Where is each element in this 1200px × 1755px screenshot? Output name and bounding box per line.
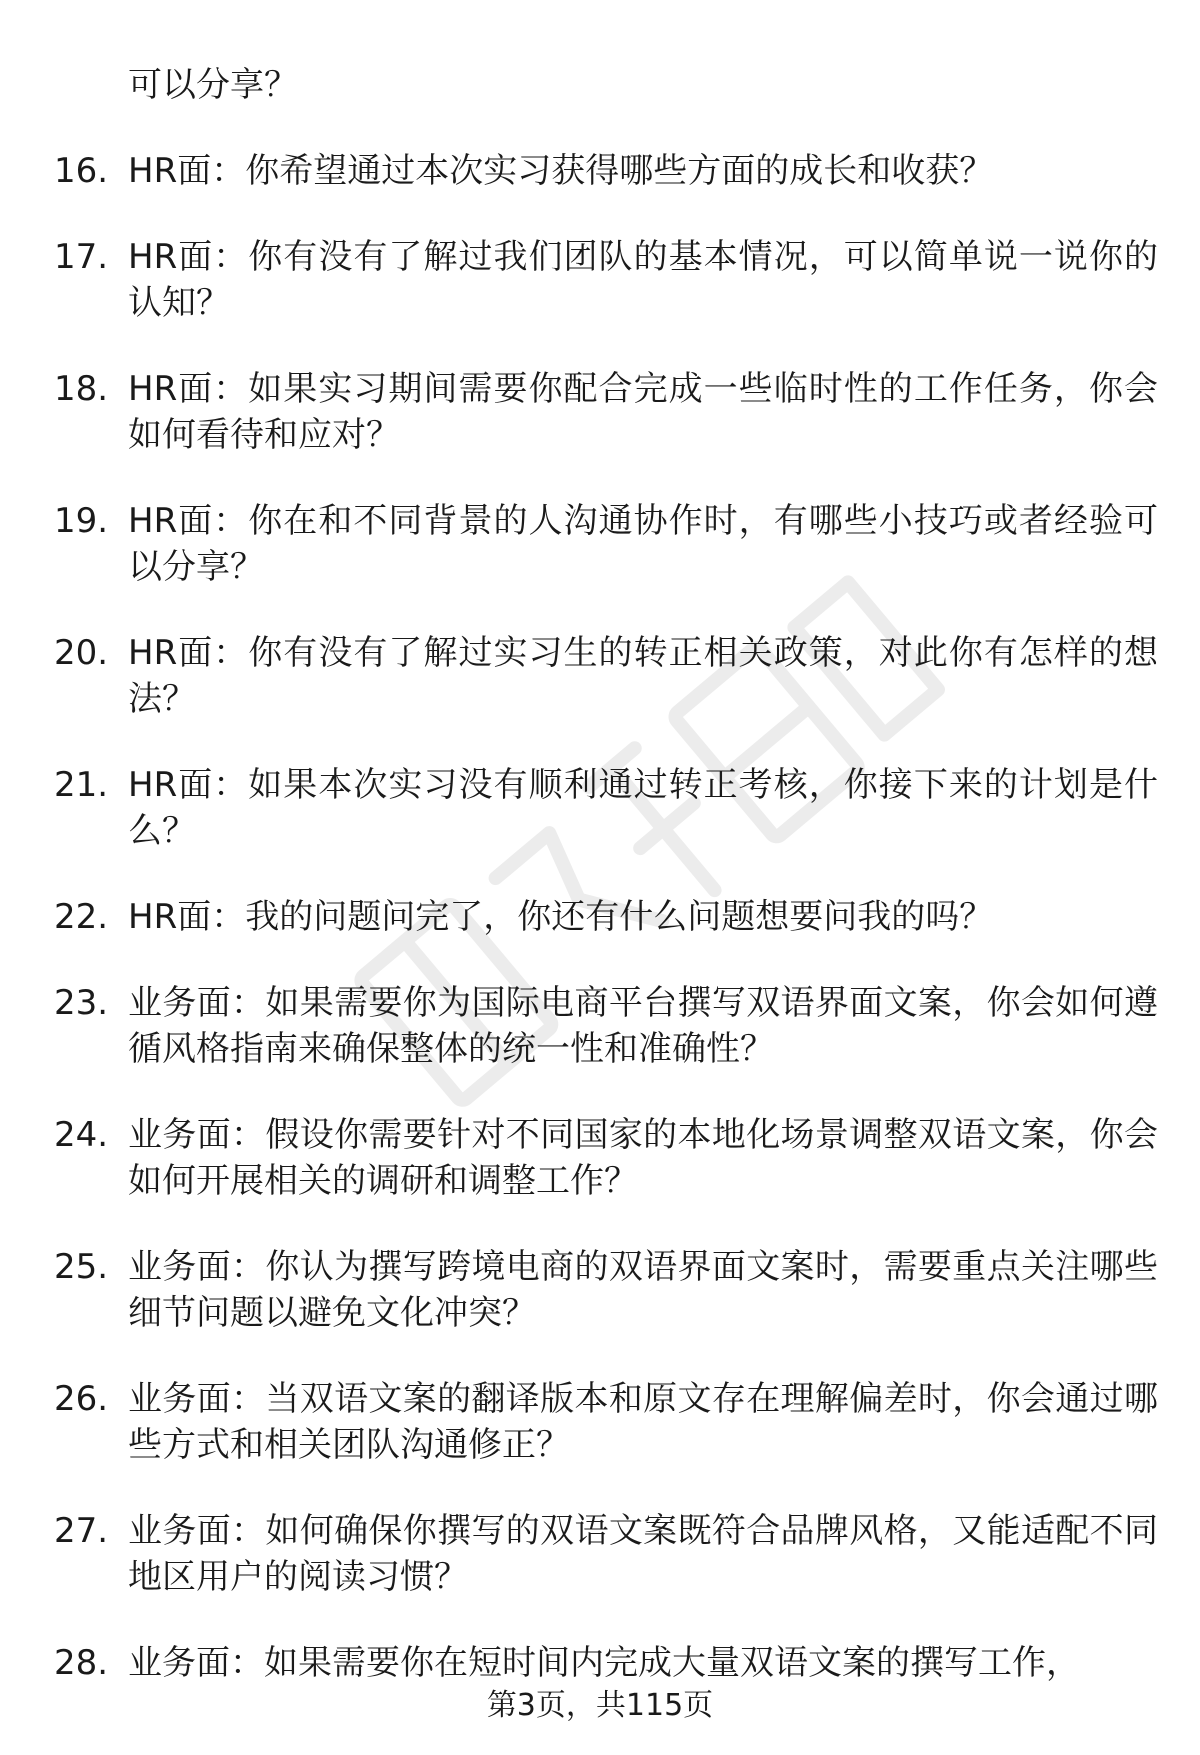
question-text: HR面：如果本次实习没有顺利通过转正考核，你接下来的计划是什么？ [128,765,1158,851]
question-text: 业务面：如何确保你撰写的双语文案既符合品牌风格，又能适配不同地区用户的阅读习惯？ [128,1511,1158,1597]
question-text: 业务面：当双语文案的翻译版本和原文存在理解偏差时，你会通过哪些方式和相关团队沟通修正？ [128,1379,1158,1465]
question-number: 26. [54,1379,109,1419]
question-item [0,1640,1158,1686]
question-item [0,1112,1158,1204]
question-text: 业务面：你认为撰写跨境电商的双语界面文案时，需要重点关注哪些细节问题以避免文化冲突？ [128,1247,1158,1333]
question-item [0,1376,1158,1468]
question-item [0,366,1158,458]
question-text: HR面：我的问题问完了，你还有什么问题想要问我的吗？ [128,897,994,937]
question-number: 20. [54,633,109,673]
question-item [0,148,1158,194]
question-number: 28. [54,1643,109,1683]
continued-question-text: 可以分享？ [128,65,298,105]
question-number: 19. [54,501,109,541]
page-footer: 第3页，共115页 [486,1688,714,1723]
question-list [0,148,1200,1726]
question-item [0,762,1158,854]
question-item [0,234,1158,326]
question-number: 17. [54,237,109,277]
question-item [0,1244,1158,1336]
question-text: HR面：你在和不同背景的人沟通协作时，有哪些小技巧或者经验可以分享？ [128,501,1158,587]
question-text: HR面：你有没有了解过我们团队的基本情况，可以简单说一说你的认知？ [128,237,1158,323]
question-number: 27. [54,1511,109,1551]
question-item [0,894,1158,940]
question-text: 业务面：如果需要你在短时间内完成大量双语文案的撰写工作， [128,1643,1080,1683]
question-item [0,980,1158,1072]
question-item [0,630,1158,722]
question-number: 24. [54,1115,109,1155]
question-number: 21. [54,765,109,805]
question-text: HR面：如果实习期间需要你配合完成一些临时性的工作任务，你会如何看待和应对？ [128,369,1158,455]
question-number: 16. [54,151,109,191]
question-text: HR面：你希望通过本次实习获得哪些方面的成长和收获？ [128,151,994,191]
question-text: 业务面：假设你需要针对不同国家的本地化场景调整双语文案，你会如何开展相关的调研和调整工作？ [128,1115,1158,1201]
question-number: 18. [54,369,109,409]
question-text: 业务面：如果需要你为国际电商平台撰写双语界面文案，你会如何遵循风格指南来确保整体的统一性和准确性？ [128,983,1158,1069]
question-item [0,498,1158,590]
question-item [0,1508,1158,1600]
question-number: 22. [54,897,109,937]
question-number: 23. [54,983,109,1023]
question-text: HR面：你有没有了解过实习生的转正相关政策，对此你有怎样的想法？ [128,633,1158,719]
question-number: 25. [54,1247,109,1287]
